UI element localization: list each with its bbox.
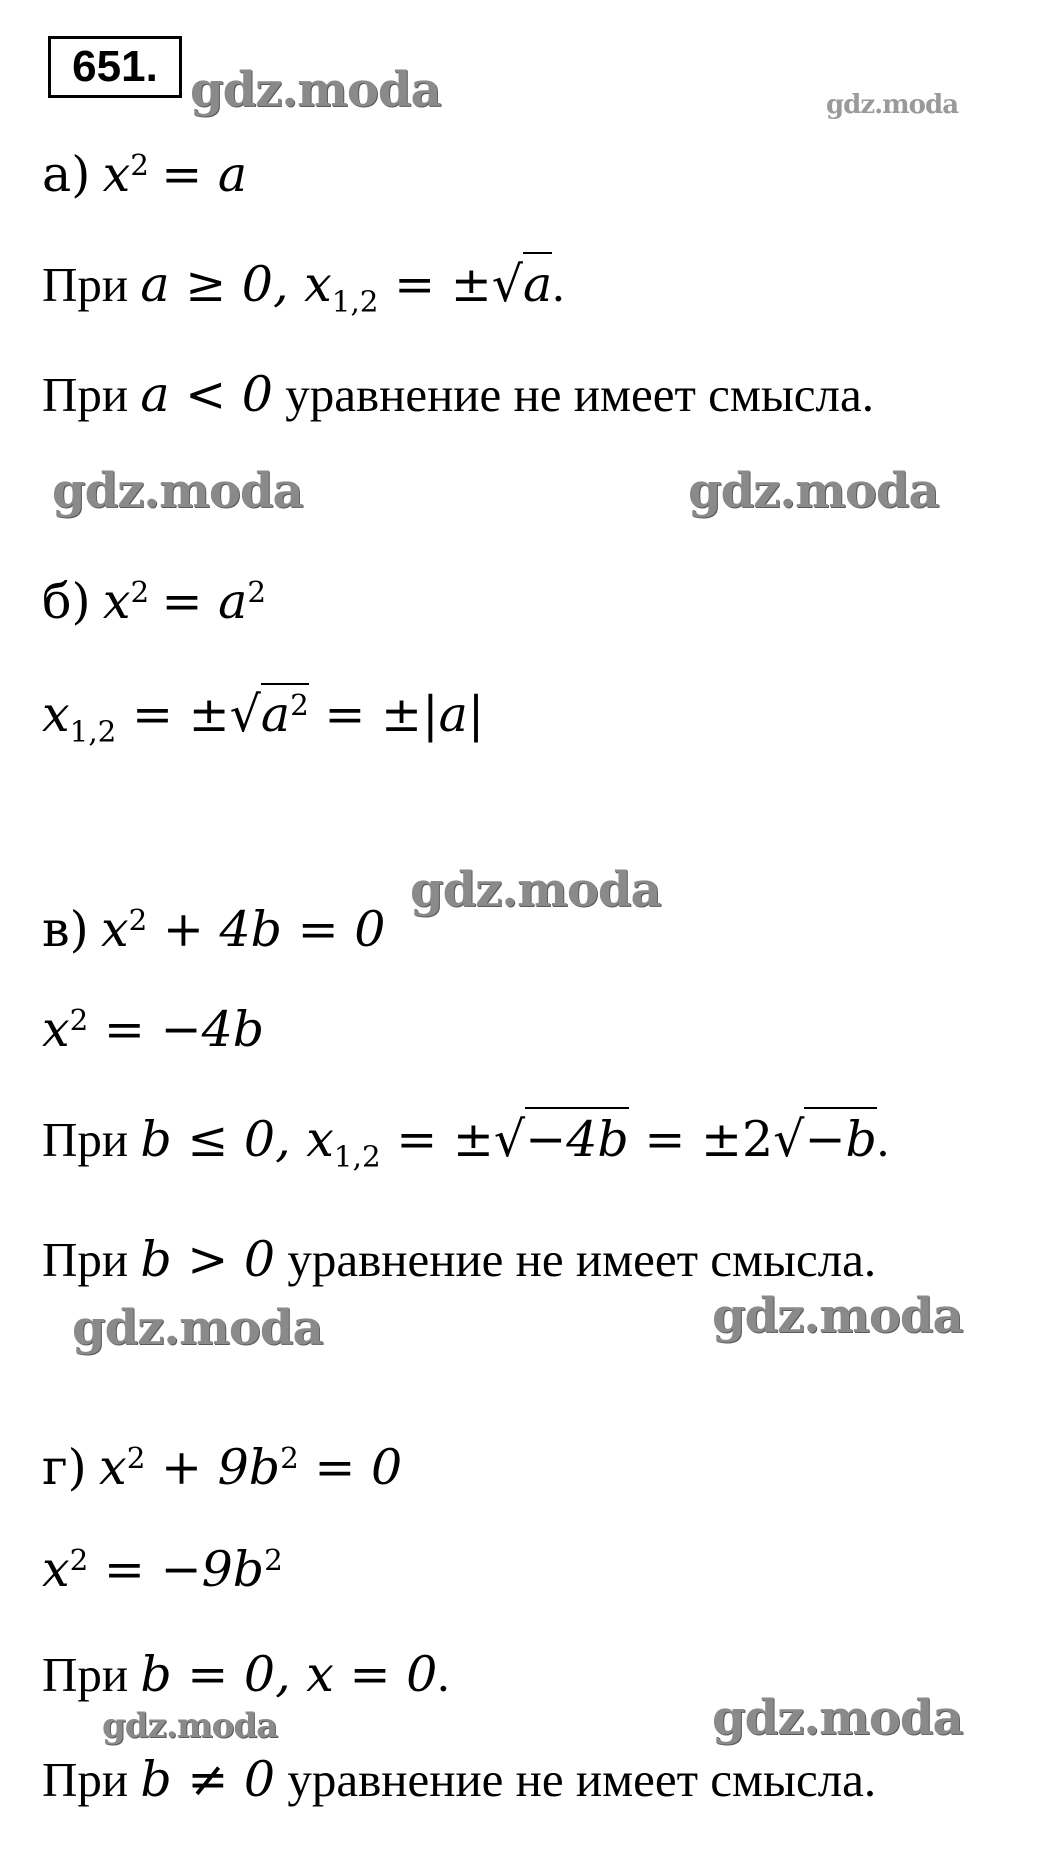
watermark: gdz.moda — [190, 62, 441, 118]
watermark: gdz.moda — [826, 90, 959, 120]
watermark: gdz.moda — [410, 862, 661, 918]
part-v-step: $x^2 = -4b$ — [42, 1001, 265, 1058]
watermark: gdz.moda — [52, 463, 303, 519]
part-g-equation: г) $x^2 + 9b^2 = 0$ — [42, 1439, 403, 1496]
problem-number: 651. — [48, 36, 182, 98]
part-g-case-1: При b = 0, x = 0. — [42, 1646, 450, 1703]
part-g-case-2: При b ≠ 0 уравнение не имеет смысла. — [42, 1751, 877, 1808]
watermark: gdz.moda — [712, 1690, 963, 1746]
watermark: gdz.moda — [712, 1288, 963, 1344]
watermark: gdz.moda — [688, 463, 939, 519]
watermark: gdz.moda — [102, 1706, 278, 1746]
part-v-equation: в) $x^2 + 4b = 0$ — [42, 901, 386, 958]
part-b-equation: б) $x^2 = a^2$ — [42, 573, 267, 630]
part-a-case-2: При a < 0 уравнение не имеет смысла. — [42, 366, 875, 423]
part-v-case-1: При b ≤ 0, $x_{1,2} = \pm√-4b = \pm 2√-b$. — [42, 1115, 889, 1164]
part-v-case-2: При b > 0 уравнение не имеет смысла. — [42, 1231, 877, 1288]
part-b-solution: $x_{1,2} = \pm√a^2 = \pm|a|$ — [42, 690, 484, 739]
part-g-step: $x^2 = -9b^2$ — [42, 1541, 283, 1598]
part-a-equation: а) $x^2 = a$ — [42, 146, 248, 203]
watermark: gdz.moda — [72, 1300, 323, 1356]
part-a-case-1: При a ≥ 0, $x_{1,2} = \pm√a$. — [42, 260, 564, 309]
